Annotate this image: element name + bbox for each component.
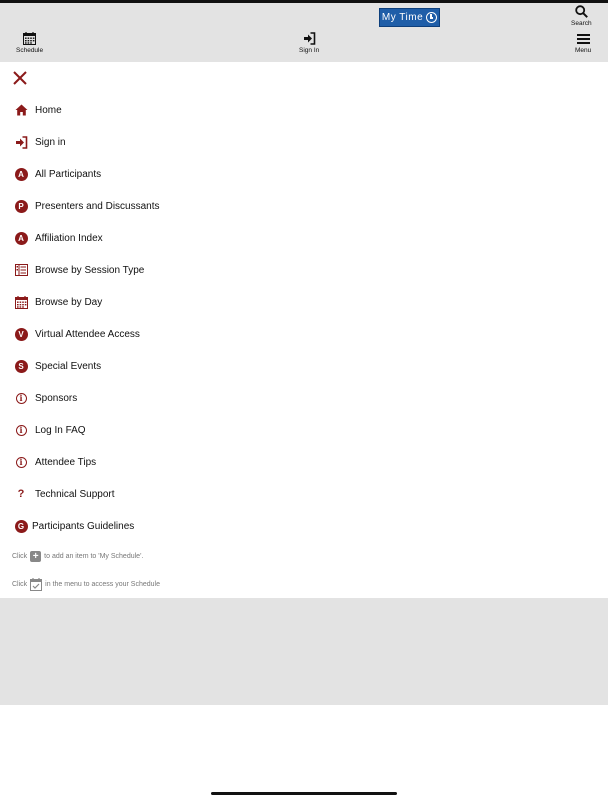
schedule-button[interactable] — [16, 32, 43, 54]
note-text: to add an item to 'My Schedule'. — [44, 553, 144, 560]
menu-item-all-participants[interactable] — [14, 164, 101, 184]
plus-icon: + — [30, 551, 41, 562]
calendar-icon — [14, 295, 28, 309]
menu-label: Menu — [575, 47, 592, 54]
menu-item-label: All Participants — [35, 168, 102, 180]
menu-item-label: Participants Guidelines — [32, 520, 135, 532]
note-text: Click — [12, 581, 28, 588]
search-icon — [575, 5, 588, 18]
menu-item-browse-day[interactable] — [14, 292, 102, 312]
menu-item-presenters[interactable] — [14, 196, 160, 216]
note-text: Click — [12, 553, 28, 560]
menu-item-sign-in[interactable] — [14, 132, 66, 152]
sign-in-label: Sign In — [299, 47, 320, 54]
footer-area — [0, 598, 608, 705]
calendar-icon — [23, 32, 36, 45]
menu-item-label: Browse by Session Type — [35, 264, 145, 276]
session-type-icon — [14, 263, 28, 277]
note-text: in the menu to access your Schedule — [45, 581, 160, 588]
home-indicator[interactable] — [211, 792, 397, 795]
menu-item-label: Log In FAQ — [35, 424, 86, 436]
letter-a-icon: A — [15, 232, 28, 245]
menu-item-label: Browse by Day — [35, 296, 103, 308]
menu-item-label: Technical Support — [35, 488, 115, 500]
hamburger-icon — [577, 33, 590, 45]
close-icon — [12, 70, 28, 86]
letter-v-icon: V — [15, 328, 28, 341]
menu-item-label: Virtual Attendee Access — [35, 328, 140, 340]
letter-g-icon: G — [15, 520, 28, 533]
menu-item-login-faq[interactable] — [14, 420, 86, 440]
calendar-check-icon — [30, 578, 42, 591]
app-header — [0, 3, 608, 62]
menu-item-sponsors[interactable] — [14, 388, 77, 408]
close-menu-button[interactable] — [12, 70, 30, 88]
info-icon: i — [16, 457, 27, 468]
menu-item-label: Attendee Tips — [35, 456, 97, 468]
search-button[interactable] — [571, 5, 592, 27]
menu-item-technical-support[interactable] — [14, 484, 115, 504]
search-label: Search — [571, 20, 592, 27]
sign-in-button[interactable] — [299, 32, 319, 54]
my-time-button[interactable] — [379, 8, 440, 27]
menu-item-affiliation-index[interactable] — [14, 228, 103, 248]
menu-item-label: Affiliation Index — [35, 232, 103, 244]
my-time-label: My Time — [381, 12, 424, 23]
clock-icon — [426, 12, 437, 23]
menu-item-label: Presenters and Discussants — [35, 200, 160, 212]
menu-item-virtual-attendee[interactable] — [14, 324, 140, 344]
info-icon: i — [16, 393, 27, 404]
menu-item-home[interactable] — [14, 100, 62, 120]
menu-item-label: Sign in — [35, 136, 66, 148]
letter-p-icon: P — [15, 200, 28, 213]
menu-item-label: Sponsors — [35, 392, 78, 404]
access-schedule-note — [12, 578, 160, 591]
schedule-label: Schedule — [16, 47, 44, 54]
menu-item-browse-session-type[interactable] — [14, 260, 144, 280]
question-icon: ? — [17, 488, 25, 500]
letter-s-icon: S — [15, 360, 28, 373]
menu-item-attendee-tips[interactable] — [14, 452, 96, 472]
menu-item-label: Home — [35, 104, 62, 116]
menu-item-label: Special Events — [35, 360, 102, 372]
info-icon: i — [16, 425, 27, 436]
menu-item-special-events[interactable] — [14, 356, 101, 376]
sign-in-icon — [14, 135, 28, 149]
home-icon — [14, 103, 28, 117]
menu-item-participants-guidelines[interactable] — [14, 516, 134, 536]
letter-a-icon: A — [15, 168, 28, 181]
sign-in-icon — [303, 32, 316, 45]
add-to-schedule-note — [12, 551, 143, 562]
menu-button[interactable] — [575, 33, 591, 54]
